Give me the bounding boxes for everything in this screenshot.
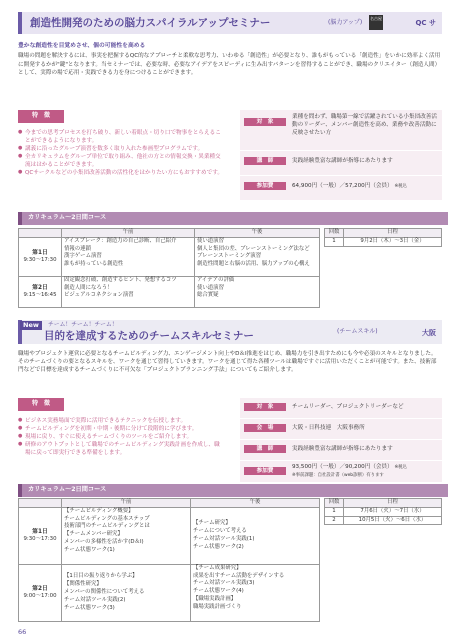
table-row bbox=[19, 507, 320, 564]
day-time: 9:30〜17:30 bbox=[23, 257, 57, 264]
session-item: ビジュアルコネクション演習 bbox=[64, 292, 134, 299]
info-label: 講 師 bbox=[244, 157, 286, 165]
feature-header: 特 徴 bbox=[18, 398, 64, 411]
session-item: メンバーの多様性を活かす(D＆I) bbox=[64, 539, 144, 546]
day-time: 9:00〜17:00 bbox=[23, 593, 57, 600]
schedule-row bbox=[325, 507, 442, 516]
session-item: 成果を出すチーム活動をデザインする bbox=[193, 572, 285, 579]
day-label: 第2日 bbox=[32, 585, 48, 592]
seminar-1-info bbox=[240, 110, 442, 200]
seminar-1-curriculum-header: カリキュラム～2日間コース bbox=[18, 212, 448, 225]
info-value: チームリーダー、プロジェクトリーダーなど bbox=[292, 404, 404, 410]
feature-item: ● 今までの思考プロセスを打ち破り、新しい着眼点・切り口で物事をとらえることができるようになります。 bbox=[18, 129, 223, 145]
fee-note: ※税込 bbox=[394, 465, 407, 470]
seminar-2-titlebar bbox=[18, 320, 442, 344]
session-item: 漢字ゲーム演習 bbox=[64, 253, 102, 260]
fee-value: 64,900円（一般）／57,200円（会員） bbox=[292, 183, 393, 189]
session-item: 【1日目の振り返りから学ぶ】 bbox=[64, 573, 138, 580]
nagoya-logo: 名古屋 bbox=[369, 15, 383, 30]
schedule-count: 1 bbox=[325, 507, 344, 516]
seminar-1-subtitle: 豊かな創造性を目覚めさせ、個の可能性を高める bbox=[18, 43, 146, 49]
fee-note-2: ※事前課題：自社設計書（web診断）有ります bbox=[292, 473, 384, 479]
session-item: チームについて考える bbox=[193, 528, 247, 534]
schedule-date: 7月6日（火）〜7日（水） bbox=[344, 507, 442, 516]
feature-item: ● 全カリキュラムをグループ単位で取り組み、他社の方との情報交換・異業種交流ははかることができます。 bbox=[18, 153, 223, 169]
session-item: チーム対話ツール実践(1) bbox=[193, 535, 255, 542]
feature-item: ● ビジネス実務場面で実際に活用できるテクニックを伝授します。 bbox=[18, 417, 223, 425]
session-item: 情報の連鎖 bbox=[64, 245, 91, 252]
session-item: チーム状態ワーク(4) bbox=[193, 588, 244, 595]
feature-item: ● チームビルディングを初期・中期・後期に分けて段階的に学びます。 bbox=[18, 425, 223, 433]
session-item: アイスブレーク：創造力の自己診断、自己紹介 bbox=[64, 237, 177, 244]
seminar-1-schedule-table bbox=[324, 228, 442, 247]
date-header: 日程 bbox=[344, 229, 442, 238]
feature-item: ● 現場に戻り、すぐに使えるチームづくりのツールをご紹介します。 bbox=[18, 433, 223, 441]
pm-header: 午後 bbox=[191, 499, 320, 508]
feature-item: ● 講義に沿ったグループ演習を数多く取り入れた参画型プログラムです。 bbox=[18, 145, 223, 153]
schedule-date: 10月5日（火）〜6日（水） bbox=[344, 516, 442, 525]
seminar-2-schedule-table bbox=[324, 498, 442, 525]
day-label: 第2日 bbox=[32, 284, 48, 291]
session-item: 固定観念打破、創造するヒント、発想するコツ bbox=[64, 276, 177, 283]
session-item: 【関係性研究】 bbox=[64, 581, 102, 588]
seminar-1-curriculum-table bbox=[18, 228, 320, 308]
session-item: 使い道演習 bbox=[197, 284, 224, 291]
seminar-2-tag: (チームスキル) bbox=[337, 328, 378, 335]
info-value: 実践経験豊富な講師が指導にあたります bbox=[292, 446, 393, 452]
info-value: 大阪・日科技連 大阪事務所 bbox=[292, 425, 365, 431]
session-item: 使い道演習 bbox=[197, 237, 224, 244]
seminar-1-titlebar bbox=[18, 12, 442, 34]
info-label: 講 師 bbox=[244, 445, 286, 453]
session-item: 創造性問題と右脳の活用、脳力アップの心構え bbox=[197, 261, 310, 268]
day-label: 第1日 bbox=[32, 528, 48, 535]
session-item: 【チームビルディング概要】 bbox=[64, 507, 134, 514]
session-item: 【職場実践計画】 bbox=[193, 596, 237, 603]
session-item: チーム状態ワーク(2) bbox=[193, 543, 244, 550]
seminar-2-info bbox=[240, 398, 442, 482]
session-item: 【チームメンバー研究】 bbox=[64, 531, 123, 538]
session-item: チーム状態ワーク(3) bbox=[64, 604, 115, 611]
day-time: 9:30〜17:30 bbox=[23, 536, 57, 543]
session-item: 技術部門のチームビルディングとは bbox=[64, 523, 150, 530]
am-header: 午前 bbox=[62, 229, 195, 238]
am-header: 午前 bbox=[62, 499, 191, 508]
seminar-2-curriculum-table bbox=[18, 498, 320, 622]
seminar-2 bbox=[18, 320, 442, 374]
seminar-1-category: QC サ bbox=[415, 19, 436, 27]
info-label: 対 象 bbox=[244, 403, 286, 411]
count-header: 回数 bbox=[325, 499, 344, 508]
fee-value: 93,500円（一般）／90,200円（会員） bbox=[292, 464, 393, 470]
session-item: チーム状態ワーク(1) bbox=[64, 546, 115, 553]
schedule-count: 1 bbox=[325, 237, 344, 246]
seminar-1-intro: 職場の問題を解決するには、事実を把握するQC的なアプローチと柔軟な思考力、いわゆる「創造性」が必要となり、誰もがもっている「創造性」をいかに効率よく活用に開発するかが"鍵"となります。当セミナーでは、必要な時、必要なアイデアをスピーディに生み出すパターンを習得することができ、職場のクリエイター（創造人間）として、実際の場で応用・実践できる力を身につけることができます。 bbox=[18, 53, 441, 76]
feature-item: ● QCサークルなどの小集団改善活動の活性化をはかりたい方にもおすすめです。 bbox=[18, 169, 223, 177]
count-header: 回数 bbox=[325, 229, 344, 238]
fee-note: ※税込 bbox=[394, 184, 407, 189]
schedule-date: 9月2日（木）〜3日（金） bbox=[344, 237, 442, 246]
session-item: 【チーム成果研究】 bbox=[193, 564, 242, 571]
seminar-2-features bbox=[18, 398, 223, 457]
day-label: 第1日 bbox=[32, 249, 48, 256]
info-label: 会 場 bbox=[244, 424, 286, 432]
table-row bbox=[19, 276, 320, 307]
session-item: 総合實疑 bbox=[197, 292, 219, 299]
info-label: 対 象 bbox=[244, 118, 286, 126]
session-item: チームビルディングの基本ステップ bbox=[64, 515, 150, 522]
feature-header: 特 徴 bbox=[18, 110, 64, 123]
table-row bbox=[19, 237, 320, 276]
info-label: 参加費 bbox=[244, 467, 286, 475]
info-value: 業種を問わず、職場第一線で活躍されている小集団改善活動のリーダー、メンバー創造性を高め、業務や改善活動に反映させたい方 bbox=[292, 114, 437, 137]
seminar-2-category: 大阪 bbox=[422, 329, 436, 337]
table-row bbox=[19, 564, 320, 621]
session-item: 創造人間になろう！ bbox=[64, 284, 113, 291]
seminar-1-title: 創造性開発のための脳力スパイラルアップセミナー bbox=[30, 17, 271, 29]
feature-item: ● 研修のアウトプットとして職場でのチームビルディング実践計画を作成し、職場に戻って即実行できる準備をします。 bbox=[18, 441, 223, 457]
date-header: 日程 bbox=[344, 499, 442, 508]
seminar-2-curriculum-header: カリキュラム～2日間コース bbox=[18, 484, 448, 497]
schedule-row bbox=[325, 237, 442, 246]
session-item: メンバーの関係性について考える bbox=[64, 588, 145, 595]
schedule-row bbox=[325, 516, 442, 525]
new-badge: New bbox=[20, 321, 42, 330]
seminar-1-features bbox=[18, 110, 223, 177]
seminar-1-tag: (脳力アップ) bbox=[328, 19, 363, 26]
seminar-1 bbox=[18, 12, 442, 77]
session-item: チーム対話ツール実践(3) bbox=[193, 580, 255, 587]
day-time: 9:15〜16:45 bbox=[23, 292, 57, 299]
session-item: ブレーンストーミング演習 bbox=[197, 253, 262, 260]
seminar-2-title: 目的を達成するためのチームスキルセミナー bbox=[44, 330, 254, 342]
session-item: 【チーム研究】 bbox=[193, 520, 231, 527]
seminar-2-kicker: チーム！チーム！チーム！ bbox=[48, 322, 118, 328]
session-item: アイデアの評価 bbox=[197, 276, 235, 283]
info-label: 参加費 bbox=[244, 182, 286, 190]
session-item: 個人と集団の差、ブレーンストーミング法など bbox=[197, 245, 310, 252]
pm-header: 午後 bbox=[195, 229, 320, 238]
session-item: 誰もが持っている創造性 bbox=[64, 261, 124, 268]
info-value: 実践経験豊富な講師が指導にあたります bbox=[292, 158, 393, 164]
session-item: 職場実践計画づくり bbox=[193, 603, 242, 610]
session-item: チーム対話ツール実践(2) bbox=[64, 596, 126, 603]
schedule-count: 2 bbox=[325, 516, 344, 525]
seminar-2-intro: 職場やプロジェクト運営に必要となるチームビルディング力、エンゲージメント向上やD＆I推進をはじめ、職場力を引き出すためにも今や必須のスキルとなりました。そのチームづくりの要となるスキルを、ワークを通じて習得していきます。ワークを通じて得た各種ツールは職場ですぐに活用いただくことが可能です。また、技術部門などで目標を達成するチームづくりに不可欠な「プロジェクトプランニング手法」についてもご紹介します。 bbox=[18, 351, 437, 374]
page-number: 66 bbox=[18, 628, 27, 636]
